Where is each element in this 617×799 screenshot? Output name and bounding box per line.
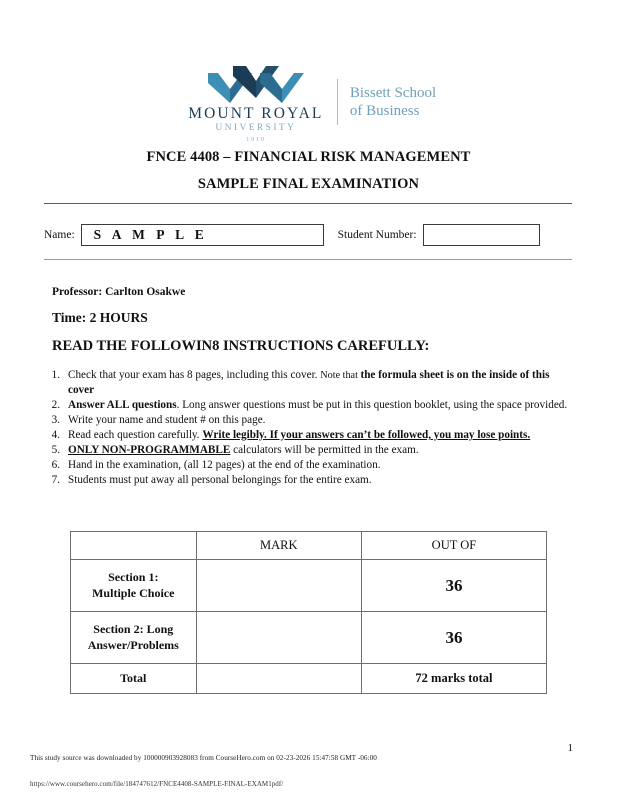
section-2-line-1: Section 2: Long [93,621,174,636]
section-2-label [71,612,197,664]
marks-table [70,531,547,694]
instruction-number: 5. [51,443,60,456]
instruction-item [38,473,578,488]
section-2-out-of: 36 [361,612,546,664]
instruction-text [68,368,578,397]
instruction-item [38,458,578,473]
table-header-out-of: OUT OF [361,532,546,560]
section-2-mark-input[interactable] [196,612,361,664]
instruction-text [68,443,578,458]
instruction-text: Hand in the examination, (all 12 pages) at the end of the examination. [68,458,381,471]
instruction-plain: Check that your exam has 8 pages, including this cover. [68,369,321,381]
section-1-line-1: Section 1: [108,569,159,584]
instructions-list [38,368,578,488]
instruction-bold-underline: ONLY NON-PROGRAMMABLE [68,443,231,456]
instruction-plain: Read each question carefully. [68,428,203,441]
instruction-plain: . Long answer questions must be put in this question booklet, using the space provided. [176,398,568,411]
name-value: S A M P L E [93,227,208,242]
name-label: Name: [44,229,75,241]
section-1-line-2: Multiple Choice [92,585,175,600]
instruction-number: 4. [51,428,60,441]
instruction-item [38,428,578,443]
total-out-of: 72 marks total [361,664,546,694]
instruction-bold: Answer ALL questions [68,398,177,411]
student-number-input[interactable] [423,224,540,246]
founded-year: 1910 [246,135,266,143]
instruction-plain: calculators will be permitted in the exam. [230,443,419,456]
instruction-item [38,368,578,397]
instruction-number: 3. [51,413,60,426]
instruction-number: 6. [51,458,60,471]
instructions-heading: READ THE FOLLOWIN8 INSTRUCTIONS CAREFULLY: [52,338,430,354]
instruction-note: Note that [320,370,361,381]
instruction-number: 2. [51,398,60,411]
mount-royal-crown-icon [208,62,304,104]
business-school-name [350,84,436,122]
exam-subtitle: SAMPLE FINAL EXAMINATION [197,176,420,192]
section-2-line-2: Answer/Problems [87,637,179,652]
university-name: MOUNT ROYAL [188,105,324,122]
total-label: Total [71,664,197,694]
table-row [71,560,547,612]
professor-line: Professor: Carlton Osakwe [52,286,186,298]
university-subtitle: UNIVERSITY [215,123,297,134]
institution-logo [0,62,617,143]
instruction-item [38,443,578,458]
logo-divider [337,79,338,125]
instruction-text: Students must put away all personal belongings for the entire exam. [68,473,372,486]
instruction-bold-underline: Write legibly. If your answers can’t be followed, you may lose points. [202,428,531,441]
total-mark-input[interactable] [196,664,361,694]
business-school-line-2: of Business [349,103,420,120]
table-header-blank [71,532,197,560]
section-1-mark-input[interactable] [196,560,361,612]
header-divider-top [44,203,572,204]
table-header-row [71,532,547,560]
identity-row [44,224,574,246]
instruction-text [68,428,578,443]
download-watermark: This study source was downloaded by 100000903928083 from CourseHero.com on 02-23-2026 15:47:58 GMT -06:00 [30,754,377,762]
exam-course-title: FNCE 4408 – FINANCIAL RISK MANAGEMENT [146,149,471,165]
instruction-text: Write your name and student # on this page. [68,413,266,426]
student-number-label: Student Number: [337,229,417,241]
table-total-row [71,664,547,694]
instruction-item [38,413,578,428]
instruction-item [38,398,578,413]
table-row [71,612,547,664]
section-1-out-of: 36 [361,560,546,612]
instruction-number: 7. [51,473,60,486]
source-url: https://www.coursehero.com/file/184747612/FNCE4408-SAMPLE-FINAL-EXAM1pdf/ [30,780,284,788]
section-1-label [71,560,197,612]
mount-royal-logo [181,62,331,143]
business-school-line-1: Bissett School [349,84,437,101]
name-input[interactable] [81,224,324,246]
instruction-number: 1. [51,369,60,381]
page-number: 1 [567,742,573,754]
time-line: Time: 2 HOURS [52,310,148,325]
instruction-bold: the formula sheet is on the inside of this cover [68,369,550,396]
table-header-mark: MARK [196,532,361,560]
header-divider-bottom [44,259,572,260]
instruction-text [68,398,578,413]
